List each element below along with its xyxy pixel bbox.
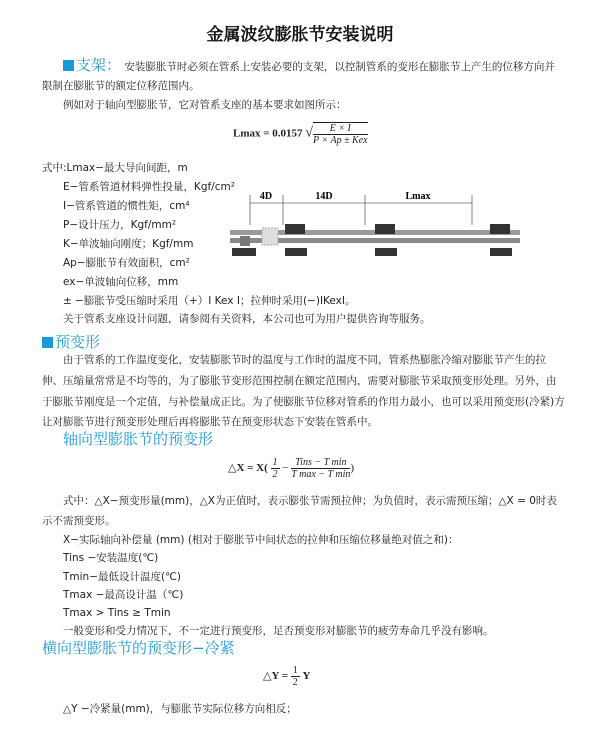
numerator: Tins − T min bbox=[291, 457, 350, 469]
def-line: X−实际轴向补偿量 (mm) (相对于膨胀节中间状态的拉伸和压缩位移量绝对值之和)： bbox=[63, 534, 459, 546]
lmax-formula: Lmax = 0.0157 √ $\frac{E \times I}{\text{P × Ap ± Kex}}$ bbox=[233, 123, 368, 146]
def-line: Tins −安装温度(℃) bbox=[63, 552, 159, 564]
axial-formula bbox=[228, 456, 354, 480]
formula-lhs: △Y = bbox=[263, 670, 289, 682]
support-section bbox=[63, 56, 555, 74]
guide-clamp bbox=[375, 224, 395, 234]
support-base bbox=[490, 248, 512, 256]
def-line: Tmin−最低设计温度(℃) bbox=[63, 571, 181, 583]
predeform-heading-text: 预变形 bbox=[55, 333, 101, 351]
numerator: E × I bbox=[313, 123, 368, 135]
def-line: 一般变形和受力情况下，不一定进行预变形，足否预变形对膨胀节的疲劳寿命几乎没有影响。 bbox=[63, 625, 494, 637]
formula-fraction bbox=[313, 122, 368, 146]
lateral-formula bbox=[263, 664, 310, 688]
label-4d: 4D bbox=[259, 191, 273, 202]
support-base bbox=[285, 248, 307, 256]
para-line: 让对膨胀节进行预变形处理后再将膨胀节在预变形状态下安装在管系中。 bbox=[42, 416, 378, 428]
numerator: 1 bbox=[292, 664, 298, 676]
support-base bbox=[375, 248, 397, 256]
denominator: 2 bbox=[292, 676, 298, 688]
para-line: 伸、压缩量常常是不均等的，为了膨胀节变形范围控制在额定范围内，需要对膨胀节采取预变形处理。另外，由 bbox=[42, 375, 557, 387]
label-lmax: Lmax bbox=[405, 191, 431, 202]
support-heading bbox=[63, 56, 121, 74]
close-paren: ) bbox=[350, 462, 355, 474]
def-line: 关于管系支座设计问题，请参阅有关资料，本公司也可为用户提供咨询等服务。 bbox=[63, 313, 431, 325]
support-diagram bbox=[230, 185, 530, 260]
numerator: 1 bbox=[272, 456, 278, 468]
formula-rhs: Y bbox=[302, 670, 311, 682]
anchor-block bbox=[240, 236, 250, 246]
denominator: T max − T min bbox=[291, 468, 351, 480]
bellows bbox=[262, 228, 278, 245]
label-14d: 14D bbox=[315, 191, 333, 202]
support-text-line: 例如对于轴向型膨胀节，它对管系支座的基本要求如图所示： bbox=[63, 99, 347, 111]
half-fraction bbox=[291, 665, 300, 688]
def-line: △Y −冷紧量(mm)，与膨胀节实际位移方向相反； bbox=[63, 703, 297, 715]
half-fraction bbox=[271, 457, 280, 480]
square-bullet-icon bbox=[42, 337, 53, 348]
axial-heading: 轴向型膨胀节的预变形 bbox=[63, 430, 214, 448]
def-line: Ap−膨胀节有效面积，cm² bbox=[63, 257, 190, 269]
def-line: E−管系管道材料弹性投量，Kgf/cm² bbox=[63, 181, 235, 193]
def-line: Tmax > Tins ≥ Tmin bbox=[63, 607, 171, 619]
def-line: 示不需预变形。 bbox=[42, 515, 116, 527]
para-line: 由于管系的工作温度变化，安装膨胀节时的温度与工作时的温度不同，管系热膨胀冷缩对膨胀节产生的拉 bbox=[63, 354, 546, 366]
formula-lhs: △X = X( bbox=[228, 462, 268, 474]
def-line: 式中：△X−预变形量(mm)，△X为正值时，表示膨张节需预拉伸；为负值时，表示需预压缩；△X = 0时表 bbox=[63, 495, 557, 507]
formula-lhs: Lmax = 0.0157 bbox=[233, 127, 303, 140]
support-base bbox=[232, 248, 256, 256]
def-line: I−管系管道的惯性矩，cm⁴ bbox=[63, 200, 190, 212]
denominator: 2 bbox=[272, 468, 278, 480]
support-text-line: 限制在膨胀节的额定位移范围内。 bbox=[42, 80, 200, 92]
def-line: Tmax −最高设计温（℃) bbox=[63, 589, 184, 601]
square-bullet-icon bbox=[63, 60, 74, 71]
predeform-heading bbox=[42, 333, 100, 351]
guide-clamp bbox=[285, 224, 305, 234]
denominator: P × Ap ± Kex bbox=[312, 135, 368, 146]
support-text-line: 安装膨胀节时必须在管系上安装必要的支架，以控制管系的变形在膨胀节上产生的位移方向并 bbox=[124, 61, 555, 73]
def-line: ± −膨胀节受压缩时采用（+）I Kex I；拉伸时采用(−)IKexI。 bbox=[63, 295, 356, 307]
guide-clamp bbox=[490, 224, 510, 234]
def-line: 式中:Lmax−最大导向间距，m bbox=[42, 162, 188, 174]
def-line: P−设计压力，Kgf/mm² bbox=[63, 219, 177, 231]
def-line: ex−单波轴向位移，mm bbox=[63, 276, 179, 288]
page-title: 金属波纹膨胀节安装说明 bbox=[206, 25, 394, 45]
minus-sign: − bbox=[282, 462, 289, 474]
temp-fraction bbox=[291, 457, 350, 480]
lateral-heading: 横向型膨胀节的预变形−冷紧 bbox=[42, 639, 235, 657]
def-line: K−单波轴向刚度；Kgf/mm bbox=[63, 238, 194, 250]
support-heading-text: 支架： bbox=[76, 56, 122, 74]
para-line: 于膨胀节刚度是一个定值，与补偿量成正比。为了使膨胀节位移对管系的作用力最小，也可以采用预变形(冷紧)方 bbox=[42, 396, 565, 408]
